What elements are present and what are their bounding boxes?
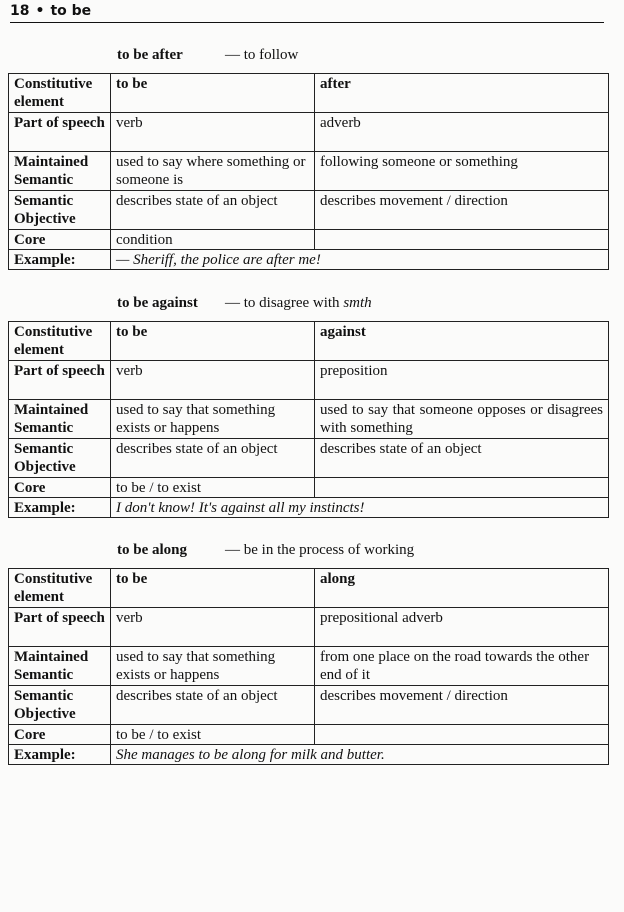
cell-particle: following someone or something	[315, 152, 609, 191]
table-to-be-against	[8, 321, 609, 518]
row-label: Part of speech	[9, 113, 111, 152]
table-row	[9, 647, 609, 686]
cell-be: to be / to exist	[111, 478, 315, 498]
table-row	[9, 725, 609, 745]
row-label: Part of speech	[9, 361, 111, 400]
cell-be: describes state of an object	[111, 686, 315, 725]
cell-particle: used to say that someone opposes or disagrees with something	[315, 400, 609, 439]
table-header-row	[9, 322, 609, 361]
cell-particle	[315, 478, 609, 498]
example-row	[9, 498, 609, 518]
section-title-along	[117, 541, 414, 559]
section-meaning-italic: smth	[343, 295, 372, 311]
row-label: Constitutive element	[9, 322, 111, 361]
cell-be: describes state of an object	[111, 439, 315, 478]
table-row	[9, 608, 609, 647]
example-label: Example:	[9, 250, 111, 270]
cell-particle	[315, 230, 609, 250]
cell-be: verb	[111, 608, 315, 647]
cell-particle: adverb	[315, 113, 609, 152]
row-label: Maintained Semantic	[9, 152, 111, 191]
cell-particle: describes state of an object	[315, 439, 609, 478]
section-title-after	[117, 46, 298, 64]
row-label: Constitutive element	[9, 569, 111, 608]
table-to-be-along	[8, 568, 609, 765]
table-row	[9, 113, 609, 152]
row-label: Semantic Objective	[9, 686, 111, 725]
table-row	[9, 686, 609, 725]
section-dash: —	[225, 542, 244, 558]
example-text: She manages to be along for milk and butter.	[111, 745, 609, 765]
section-phrase: to be after	[117, 47, 183, 63]
cell-be: to be / to exist	[111, 725, 315, 745]
section-phrase: to be along	[117, 542, 188, 558]
table-row	[9, 152, 609, 191]
cell-particle: describes movement / direction	[315, 686, 609, 725]
cell-be: used to say that something exists or happens	[111, 400, 315, 439]
column-header-particle: against	[315, 322, 609, 361]
example-row	[9, 745, 609, 765]
cell-be: describes state of an object	[111, 191, 315, 230]
section-title-against	[117, 294, 372, 312]
running-head	[10, 2, 604, 22]
table-row	[9, 478, 609, 498]
row-label: Semantic Objective	[9, 191, 111, 230]
row-label: Maintained Semantic	[9, 400, 111, 439]
cell-be: verb	[111, 113, 315, 152]
column-header-particle: after	[315, 74, 609, 113]
cell-be: used to say where something or someone is	[111, 152, 315, 191]
page-number: 18	[10, 3, 30, 19]
row-label: Core	[9, 230, 111, 250]
cell-particle: preposition	[315, 361, 609, 400]
example-text: — Sheriff, the police are after me!	[111, 250, 609, 270]
table-row	[9, 361, 609, 400]
cell-particle: from one place on the road towards the other end of it	[315, 647, 609, 686]
section-meaning: to disagree with	[243, 295, 344, 311]
cell-be: used to say that something exists or happens	[111, 647, 315, 686]
running-title: to be	[50, 3, 92, 19]
column-header-be: to be	[111, 569, 315, 608]
cell-particle: describes movement / direction	[315, 191, 609, 230]
example-row	[9, 250, 609, 270]
row-label: Maintained Semantic	[9, 647, 111, 686]
cell-be: condition	[111, 230, 315, 250]
cell-be: verb	[111, 361, 315, 400]
section-dash: —	[225, 295, 244, 311]
table-row	[9, 191, 609, 230]
cell-particle: prepositional adverb	[315, 608, 609, 647]
row-label: Part of speech	[9, 608, 111, 647]
row-label: Core	[9, 478, 111, 498]
section-phrase: to be against	[117, 295, 198, 311]
row-label: Semantic Objective	[9, 439, 111, 478]
header-rule	[10, 22, 604, 23]
table-row	[9, 230, 609, 250]
example-text: I don't know! It's against all my instincts!	[111, 498, 609, 518]
table-row	[9, 400, 609, 439]
bullet-separator: •	[35, 3, 45, 19]
column-header-be: to be	[111, 74, 315, 113]
column-header-be: to be	[111, 322, 315, 361]
table-to-be-after	[8, 73, 609, 270]
table-header-row	[9, 569, 609, 608]
row-label: Core	[9, 725, 111, 745]
section-dash: —	[225, 47, 244, 63]
section-meaning: to follow	[243, 47, 299, 63]
section-meaning: be in the process of working	[243, 542, 415, 558]
example-label: Example:	[9, 498, 111, 518]
column-header-particle: along	[315, 569, 609, 608]
row-label: Constitutive element	[9, 74, 111, 113]
example-label: Example:	[9, 745, 111, 765]
table-header-row	[9, 74, 609, 113]
table-row	[9, 439, 609, 478]
cell-particle	[315, 725, 609, 745]
